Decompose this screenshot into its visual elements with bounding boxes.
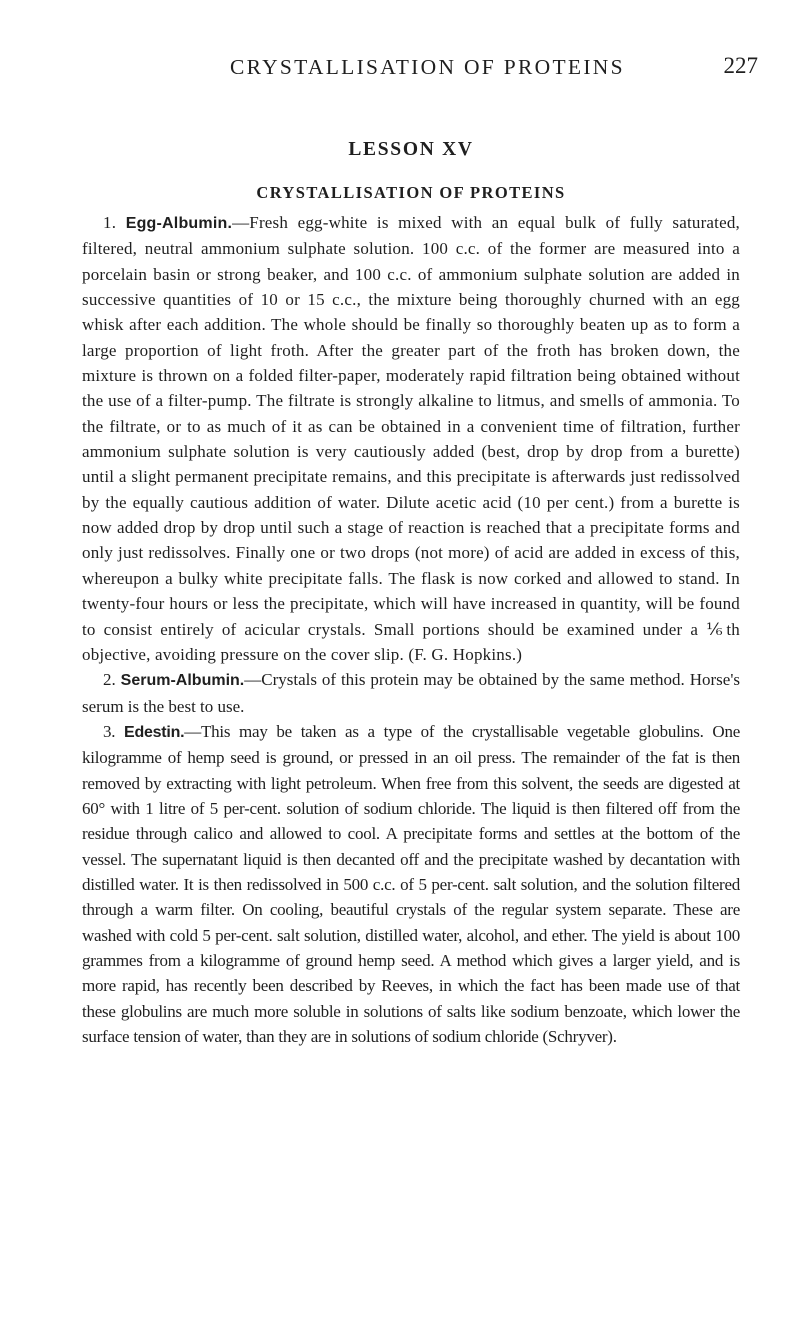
lesson-number: LESSON XV <box>348 139 474 160</box>
paragraph-serum-albumin <box>82 667 740 719</box>
running-title: CRYSTALLISATION OF PROTEINS <box>230 55 625 79</box>
section-number: 2. <box>103 670 116 690</box>
section-number: 3. <box>103 721 116 741</box>
paragraph-egg-albumin <box>82 210 740 667</box>
running-head <box>82 0 758 94</box>
section-heading: Edestin. <box>124 723 185 741</box>
page-number: 227 <box>723 53 758 78</box>
paragraph-edestin <box>82 719 740 1049</box>
section-heading: Egg-Albumin. <box>125 215 233 232</box>
paragraph-text: —Crystals of this protein may be obtained by the same method. Horse's serum is the best to use. <box>82 670 740 716</box>
section-number: 1. <box>103 213 117 232</box>
lesson-title: CRYSTALLISATION OF PROTEINS <box>256 183 566 202</box>
section-heading: Serum-Albumin. <box>120 672 245 690</box>
paragraph-text: —This may be taken as a type of the crystallisable vegetable globulins. One kilogramme of hemp seed is ground, or pressed in an oil press. The remainder of the fat is then removed by extracting with light petroleum. When free from this solvent, the seeds are digested at 60° with 1 litre of 5 per-cent. solution of sodium chloride. The liquid is then filtered off from the residue through calico and allowed to cool. A precipitate forms and settles at the bottom of the vessel. The supernatant liquid is then decanted off and the precipitate washed by decantation with distilled water. It is then redissolved in 500 c.c. of 5 per-cent. salt solution, and the solution filtered through a warm filter. On cooling, beautiful crystals of the regular system separate. These are washed with cold 5 per-cent. salt solution, distilled water, alcohol, and ether. The yield is about 100 grammes from a kilogramme of ground hemp seed. A method which gives a larger yield, and is more rapid, has recently been described by Reeves, in which the fact has been made use of that these globulins are much more soluble in solutions of salts like sodium benzoate, which lower the surface tension of water, than they are in solutions of sodium chloride (Schryver). <box>82 721 740 1046</box>
paragraph-text: —Fresh egg-white is mixed with an equal bulk of fully saturated, filtered, neutral ammonium sulphate solution. 100 c.c. of the former are measured into a porcelain basin or strong beaker, and 100 c.c. of ammonium sulphate solution are added in successive quantities of 10 or 15 c.c., the mixture being thoroughly churned with an egg whisk after each addition. The whole should be finally so thoroughly beaten up as to form a large proportion of light froth. After the greater part of the froth has broken down, the mixture is thrown on a folded filter-paper, moderately rapid filtration being obtained without the use of a filter-pump. The filtrate is strongly alkaline to litmus, and smells of ammonia. To the filtrate, or to as much of it as can be obtained in a convenient time of filtration, further ammonium sulphate solution is very cautiously added (best, drop by drop from a burette) until a slight permanent precipitate remains, and this precipitate is afterwards just redissolved by the equally cautious addition of water. Dilute acetic acid (10 per cent.) from a burette is now added drop by drop until such a stage of reaction is reached that a precipitate forms and only just redissolves. Finally one or two drops (not more) of acid are added in excess of this, whereupon a bulky white precipitate falls. The flask is now corked and allowed to stand. In twenty-four hours or less the precipitate, which will have increased in quantity, will be found to consist entirely of acicular crystals. Small portions should be examined under a ⅙th objective, avoiding pressure on the cover slip. (F. G. Hopkins.) <box>82 213 740 664</box>
